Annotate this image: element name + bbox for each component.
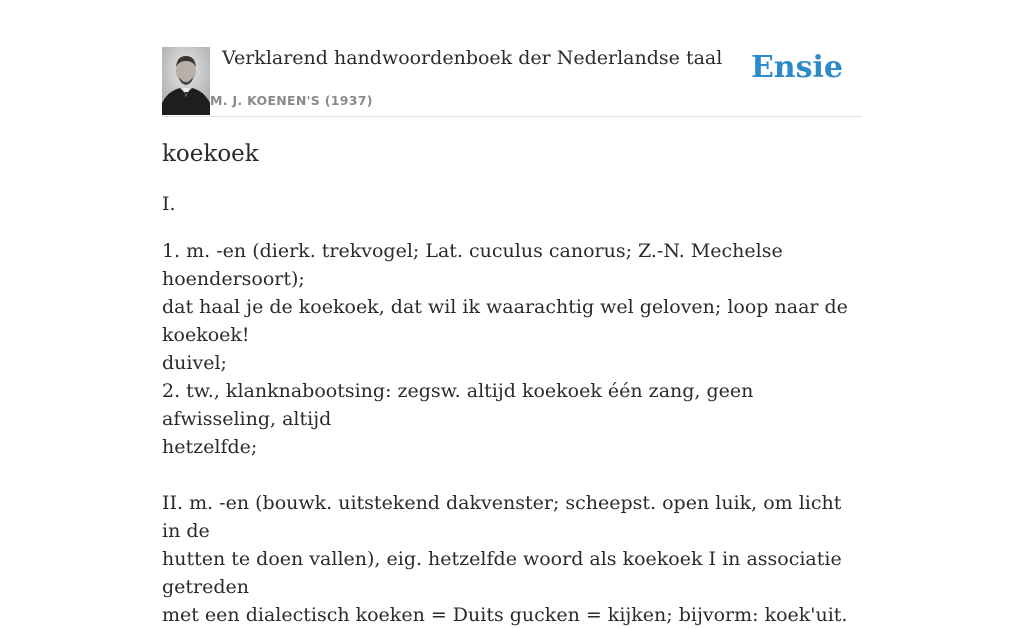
dictionary-title: Verklarend handwoordenboek der Nederlandse taal	[222, 47, 723, 69]
entry-definition	[162, 237, 862, 629]
definition-line: met een dialectisch koeken = Duits gucken = kijken; bijvorm: koek'uit.	[162, 604, 848, 626]
author-portrait	[162, 47, 210, 115]
definition-line: duivel;	[162, 352, 227, 374]
entry-headword: koekoek	[162, 141, 259, 167]
definition-line: hutten te doen vallen), eig. hetzelfde woord als koekoek I in associatie getreden	[162, 548, 842, 598]
author-label: M. J. KOENEN'S (1937)	[210, 93, 373, 108]
definition-line: 2. tw., klanknabootsing: zegsw. altijd koekoek één zang, geen afwisseling, altijd	[162, 380, 754, 430]
dictionary-header	[162, 46, 862, 117]
definition-line: 1. m. -en (dierk. trekvogel; Lat. cuculus canorus; Z.-N. Mechelse hoendersoort);	[162, 240, 783, 290]
definition-line: hetzelfde;	[162, 436, 258, 458]
definition-line: II. m. -en (bouwk. uitstekend dakvenster; scheepst. open luik, om licht in de	[162, 492, 842, 542]
section-one-label: I.	[162, 193, 176, 215]
ensie-logo-link[interactable]: Ensie	[750, 50, 843, 85]
definition-line: dat haal je de koekoek, dat wil ik waarachtig wel geloven; loop naar de koekoek!	[162, 296, 848, 346]
entry-content	[162, 138, 862, 629]
definition-spacer	[162, 461, 862, 489]
